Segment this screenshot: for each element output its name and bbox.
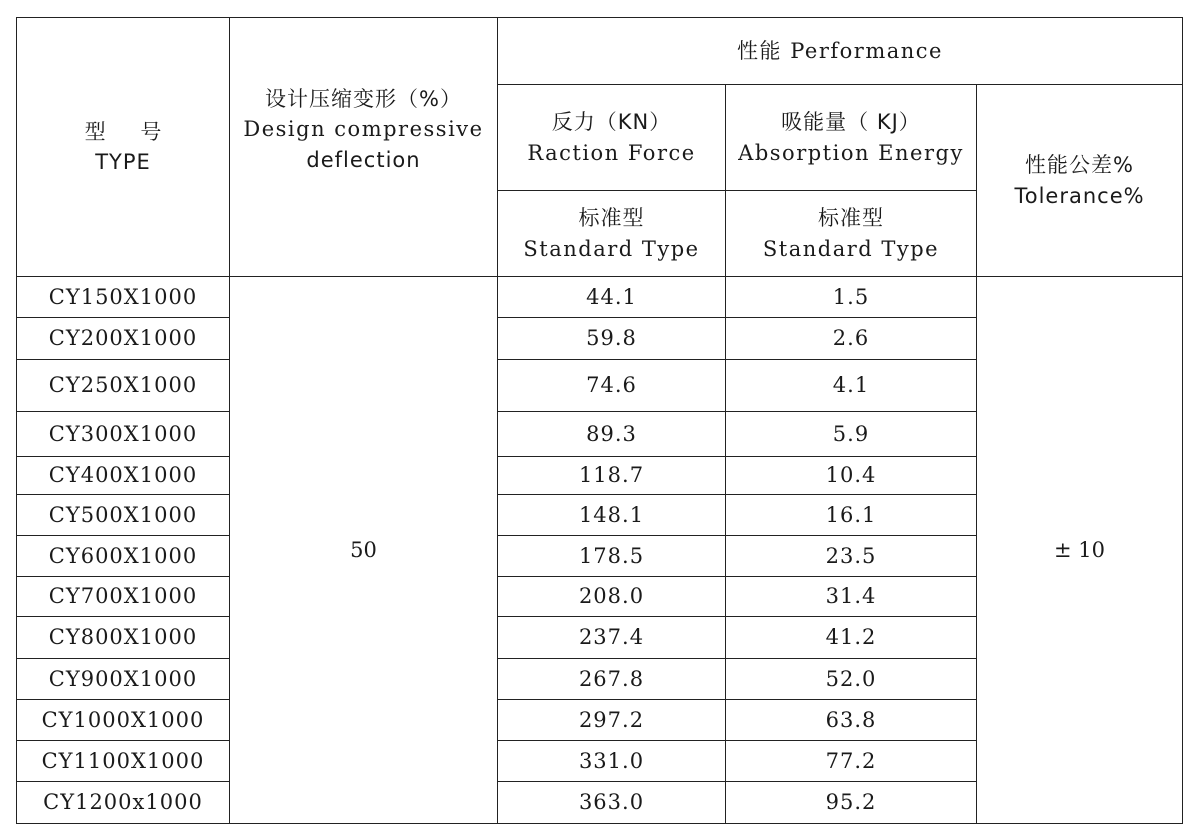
- energy-cell: 63.8: [726, 700, 977, 741]
- reaction-force-en: Raction Force: [527, 140, 696, 165]
- fender-spec-table: [16, 17, 1183, 824]
- performance-header: [498, 18, 1183, 85]
- force-cell: 59.8: [498, 318, 726, 360]
- force-cell: 118.7: [498, 457, 726, 495]
- force-standard-type-header: [498, 191, 726, 277]
- energy-cell: 23.5: [726, 536, 977, 577]
- type-cell: CY400X1000: [17, 457, 230, 495]
- force-cell: 267.8: [498, 659, 726, 700]
- reaction-force-header: [498, 85, 726, 191]
- type-cell: CY300X1000: [17, 412, 230, 457]
- tolerance-header: [977, 85, 1183, 277]
- energy-cell: 4.1: [726, 360, 977, 412]
- type-header-en: TYPE: [95, 150, 151, 174]
- deflection-header-en-2: deflection: [306, 147, 421, 172]
- type-cell: CY1100X1000: [17, 741, 230, 782]
- reaction-force-cn: 反力（KN）: [551, 110, 672, 135]
- performance-label: 性能 Performance: [737, 38, 943, 63]
- tolerance-en: Tolerance%: [1014, 183, 1145, 208]
- energy-standard-en: Standard Type: [762, 236, 940, 261]
- type-header-cn: 型 号: [84, 119, 176, 144]
- type-cell: CY600X1000: [17, 536, 230, 577]
- type-cell: CY200X1000: [17, 318, 230, 360]
- tolerance-value-cell: ± 10: [977, 277, 1183, 824]
- deflection-value-cell: 50: [230, 277, 498, 824]
- type-header-cell: [17, 18, 230, 277]
- type-cell: CY150X1000: [17, 277, 230, 318]
- energy-cell: 52.0: [726, 659, 977, 700]
- header-row-1: [17, 18, 1183, 85]
- type-cell: CY700X1000: [17, 577, 230, 617]
- energy-cell: 10.4: [726, 457, 977, 495]
- absorption-energy-header: [726, 85, 977, 191]
- deflection-header-cell: [230, 18, 498, 277]
- force-cell: 297.2: [498, 700, 726, 741]
- energy-cell: 41.2: [726, 617, 977, 659]
- force-cell: 74.6: [498, 360, 726, 412]
- energy-cell: 1.5: [726, 277, 977, 318]
- energy-cell: 31.4: [726, 577, 977, 617]
- table-row: [17, 277, 1183, 318]
- force-cell: 208.0: [498, 577, 726, 617]
- type-cell: CY1200x1000: [17, 782, 230, 824]
- force-cell: 363.0: [498, 782, 726, 824]
- deflection-header-en-1: Design compressive: [243, 117, 484, 142]
- energy-cell: 95.2: [726, 782, 977, 824]
- absorption-energy-en: Absorption Energy: [738, 140, 964, 165]
- energy-cell: 16.1: [726, 495, 977, 536]
- type-cell: CY800X1000: [17, 617, 230, 659]
- tolerance-cn: 性能公差%: [1025, 153, 1134, 178]
- deflection-header-cn: 设计压缩变形（%）: [265, 87, 462, 111]
- type-cell: CY1000X1000: [17, 700, 230, 741]
- energy-cell: 5.9: [726, 412, 977, 457]
- force-standard-en: Standard Type: [523, 236, 700, 261]
- force-cell: 178.5: [498, 536, 726, 577]
- force-cell: 237.4: [498, 617, 726, 659]
- energy-cell: 2.6: [726, 318, 977, 360]
- force-cell: 44.1: [498, 277, 726, 318]
- absorption-energy-cn: 吸能量（ KJ）: [781, 110, 921, 135]
- energy-standard-type-header: [726, 191, 977, 277]
- force-cell: 89.3: [498, 412, 726, 457]
- type-cell: CY250X1000: [17, 360, 230, 412]
- type-cell: CY900X1000: [17, 659, 230, 700]
- energy-cell: 77.2: [726, 741, 977, 782]
- force-standard-cn: 标准型: [578, 206, 645, 231]
- force-cell: 331.0: [498, 741, 726, 782]
- energy-standard-cn: 标准型: [818, 206, 884, 231]
- type-cell: CY500X1000: [17, 495, 230, 536]
- force-cell: 148.1: [498, 495, 726, 536]
